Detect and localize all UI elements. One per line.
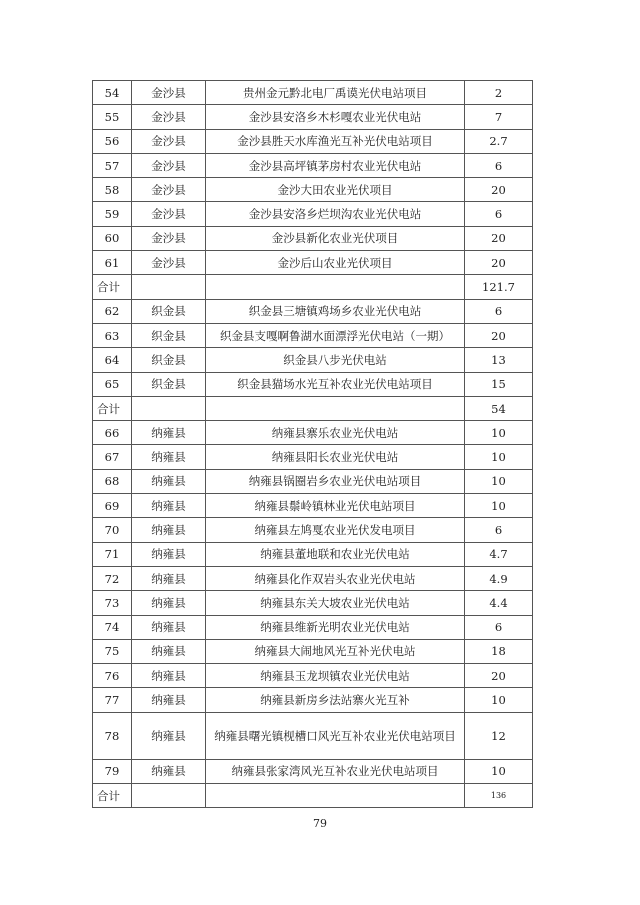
row-number: 55 [93,105,132,129]
capacity-value: 6 [465,615,533,639]
capacity-value: 10 [465,688,533,712]
table-row [93,494,533,518]
project-name: 织金县支嘎啊鲁湖水面漂浮光伏电站（一期） [206,323,465,347]
project-name: 金沙县安洛乡烂坝沟农业光伏电站 [206,202,465,226]
project-name: 金沙县胜天水库渔光互补光伏电站项目 [206,129,465,153]
county-name: 金沙县 [132,105,206,129]
project-name: 贵州金元黔北电厂禹谟光伏电站项目 [206,81,465,105]
county-name: 金沙县 [132,153,206,177]
subtotal-county-cell [132,784,206,808]
row-number: 71 [93,542,132,566]
table-row [93,421,533,445]
project-name: 金沙县高坪镇茅房村农业光伏电站 [206,153,465,177]
subtotal-row [93,275,533,299]
project-name: 纳雍县化作双岩头农业光伏电站 [206,566,465,590]
table-row [93,542,533,566]
county-name: 纳雍县 [132,542,206,566]
subtotal-county-cell [132,396,206,420]
row-number: 76 [93,664,132,688]
capacity-value: 12 [465,712,533,759]
capacity-value: 2.7 [465,129,533,153]
capacity-value: 13 [465,348,533,372]
table-row [93,226,533,250]
capacity-value: 4.9 [465,566,533,590]
county-name: 金沙县 [132,202,206,226]
capacity-value: 10 [465,445,533,469]
county-name: 纳雍县 [132,712,206,759]
capacity-value: 20 [465,226,533,250]
subtotal-label: 合计 [93,784,132,808]
county-name: 纳雍县 [132,566,206,590]
project-name: 纳雍县曙光镇枧槽口风光互补农业光伏电站项目 [206,712,465,759]
county-name: 纳雍县 [132,469,206,493]
capacity-value: 15 [465,372,533,396]
row-number: 79 [93,759,132,783]
row-number: 70 [93,518,132,542]
row-number: 56 [93,129,132,153]
capacity-value: 20 [465,664,533,688]
project-name: 金沙大田农业光伏项目 [206,178,465,202]
row-number: 63 [93,323,132,347]
county-name: 纳雍县 [132,615,206,639]
row-number: 64 [93,348,132,372]
capacity-value: 6 [465,299,533,323]
county-name: 织金县 [132,323,206,347]
project-name: 织金县三塘镇鸡场乡农业光伏电站 [206,299,465,323]
row-number: 69 [93,494,132,518]
project-name: 金沙县安洛乡木杉嘎农业光伏电站 [206,105,465,129]
county-name: 纳雍县 [132,518,206,542]
county-name: 纳雍县 [132,639,206,663]
capacity-value: 4.7 [465,542,533,566]
county-name: 纳雍县 [132,494,206,518]
table-row [93,664,533,688]
row-number: 72 [93,566,132,590]
county-name: 金沙县 [132,226,206,250]
row-number: 74 [93,615,132,639]
capacity-value: 2 [465,81,533,105]
row-number: 54 [93,81,132,105]
project-name: 纳雍县维新光明农业光伏电站 [206,615,465,639]
project-name: 纳雍县大闹地风光互补光伏电站 [206,639,465,663]
table-row [93,566,533,590]
project-name: 纳雍县寨乐农业光伏电站 [206,421,465,445]
subtotal-project-cell [206,396,465,420]
subtotal-label: 合计 [93,275,132,299]
row-number: 59 [93,202,132,226]
table-row [93,759,533,783]
county-name: 金沙县 [132,129,206,153]
row-number: 62 [93,299,132,323]
table-row [93,639,533,663]
row-number: 77 [93,688,132,712]
project-table [92,80,533,808]
row-number: 65 [93,372,132,396]
project-name: 金沙后山农业光伏项目 [206,251,465,275]
project-name: 纳雍县阳长农业光伏电站 [206,445,465,469]
subtotal-capacity: 54 [465,396,533,420]
county-name: 纳雍县 [132,688,206,712]
capacity-value: 10 [465,469,533,493]
county-name: 金沙县 [132,251,206,275]
table-row [93,251,533,275]
county-name: 织金县 [132,299,206,323]
capacity-value: 6 [465,202,533,226]
capacity-value: 4.4 [465,591,533,615]
table-row [93,153,533,177]
subtotal-project-cell [206,275,465,299]
row-number: 73 [93,591,132,615]
row-number: 75 [93,639,132,663]
table-row [93,348,533,372]
row-number: 60 [93,226,132,250]
county-name: 纳雍县 [132,759,206,783]
subtotal-county-cell [132,275,206,299]
table-row [93,202,533,226]
project-name: 纳雍县鬃岭镇林业光伏电站项目 [206,494,465,518]
table-row [93,518,533,542]
row-number: 67 [93,445,132,469]
project-table-body [93,81,533,808]
subtotal-capacity: 121.7 [465,275,533,299]
table-row [93,323,533,347]
county-name: 纳雍县 [132,445,206,469]
table-row [93,615,533,639]
row-number: 57 [93,153,132,177]
project-name: 纳雍县董地联和农业光伏电站 [206,542,465,566]
table-row [93,591,533,615]
table-row [93,712,533,759]
table-row [93,105,533,129]
table-row [93,81,533,105]
county-name: 织金县 [132,372,206,396]
capacity-value: 20 [465,323,533,347]
capacity-value: 20 [465,178,533,202]
table-row [93,445,533,469]
project-name: 纳雍县玉龙坝镇农业光伏电站 [206,664,465,688]
capacity-value: 7 [465,105,533,129]
county-name: 金沙县 [132,81,206,105]
table-row [93,299,533,323]
capacity-value: 10 [465,759,533,783]
county-name: 金沙县 [132,178,206,202]
capacity-value: 18 [465,639,533,663]
capacity-value: 10 [465,494,533,518]
project-name: 纳雍县新房乡法站寨火光互补 [206,688,465,712]
capacity-value: 6 [465,153,533,177]
subtotal-capacity: 136 [465,784,533,808]
capacity-value: 10 [465,421,533,445]
county-name: 织金县 [132,348,206,372]
county-name: 纳雍县 [132,664,206,688]
subtotal-row [93,396,533,420]
project-name: 纳雍县锅圈岩乡农业光伏电站项目 [206,469,465,493]
project-name: 纳雍县东关大坡农业光伏电站 [206,591,465,615]
project-name: 织金县八步光伏电站 [206,348,465,372]
table-row [93,688,533,712]
table-row [93,178,533,202]
table-row [93,469,533,493]
county-name: 纳雍县 [132,591,206,615]
project-name: 纳雍县张家湾风光互补农业光伏电站项目 [206,759,465,783]
row-number: 58 [93,178,132,202]
project-name: 金沙县新化农业光伏项目 [206,226,465,250]
table-row [93,372,533,396]
row-number: 66 [93,421,132,445]
page-number: 79 [313,817,327,830]
row-number: 78 [93,712,132,759]
project-name: 织金县猫场水光互补农业光伏电站项目 [206,372,465,396]
table-row [93,129,533,153]
row-number: 68 [93,469,132,493]
capacity-value: 20 [465,251,533,275]
county-name: 纳雍县 [132,421,206,445]
row-number: 61 [93,251,132,275]
capacity-value: 6 [465,518,533,542]
subtotal-row [93,784,533,808]
subtotal-label: 合计 [93,396,132,420]
project-name: 纳雍县左鸠戛农业光伏发电项目 [206,518,465,542]
subtotal-project-cell [206,784,465,808]
